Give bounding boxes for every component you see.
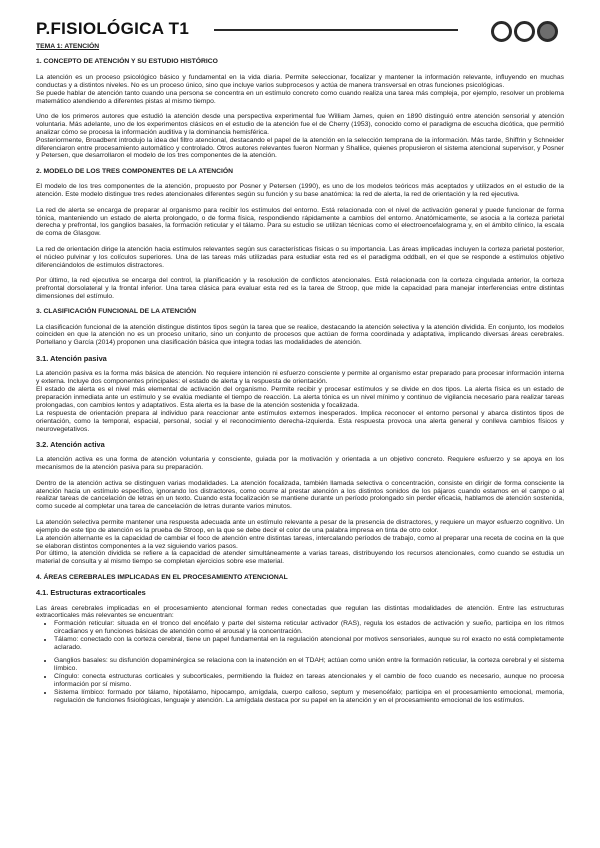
- subsection-heading: 4.1. Estructuras extracorticales: [36, 588, 146, 598]
- paragraph: Por último, la atención dividida se refiere a la capacidad de atender simultáneamente a varias tareas, distribuyendo los recursos atencionales, como cuando se estudia un material de consulta y al mismo tiempo se completan ejercicios sobre ese material.: [36, 550, 564, 566]
- section-heading: 1. CONCEPTO DE ATENCIÓN Y SU ESTUDIO HISTÓRICO: [36, 58, 218, 66]
- section-heading: 4. ÁREAS CEREBRALES IMPLICADAS EN EL PROCESAMIENTO ATENCIONAL: [36, 573, 288, 581]
- list-item: • Cíngulo: conecta estructuras corticales y subcorticales, permitiendo la fluidez en tareas atencionales y el cambio de foco cuando es necesario, aunque no procesa información por sí mismo.: [54, 673, 564, 689]
- section-heading: 2. MODELO DE LOS TRES COMPONENTES DE LA ATENCIÓN: [36, 167, 234, 175]
- paragraph: El estado de alerta es el nivel más elemental de activación del organismo. Permite recibir y procesar estímulos y se divide en dos tipos. La alerta física es un estado de preparación inmediata ante un estímulo y se evalúa mediante el tiempo de reacción. La alerta tónica es un nivel mínimo y continuo de vigilancia necesario para realizar tareas prolongadas, con cambios lentos y adaptativos. Esta alerta es la base de la atención sostenida y focalizada.: [36, 386, 564, 409]
- page-title: P.FISIOLÓGICA T1: [36, 19, 190, 38]
- paragraph: Uno de los primeros autores que estudió la atención desde una perspectiva experimental fue William James, quien en 1890 distinguió entre atención sensorial y atención voluntaria. Más adelante, uno de los experimentos clásicos en el estudio de la atención fue el de Cherry (1953), conocido como el paradigma de escucha dicótica, que permitió analizar cómo se procesa la información auditiva y la dominancia hemisférica.: [36, 112, 564, 136]
- section-heading: 3. CLASIFICACIÓN FUNCIONAL DE LA ATENCIÓN: [36, 308, 197, 316]
- header-rule: [214, 29, 458, 31]
- paragraph: El modelo de los tres componentes de la atención, propuesto por Posner y Petersen (1990), es uno de los modelos teóricos más aceptados y utilizados en el estudio de la atención. Este modelo distingue tres redes atencionales diferentes según su función y su base anatómica: la red de alerta, la red de orientación y la red ejecutiva.: [36, 183, 564, 199]
- subsection-heading: 3.1. Atención pasiva: [36, 353, 107, 363]
- paragraph: La red de orientación dirige la atención hacia estímulos relevantes según sus características físicas o su importancia. Las áreas implicadas incluyen la corteza parietal posterior, el núcleo pulvinar y los colículos superiores. Una de las tareas más utilizadas para estudiar esta red es el paradigma oddball, en el que se responde a estímulos objetivo diferenciándolos de estímulos distractores.: [36, 245, 564, 269]
- subsection-heading: 3.2. Atención activa: [36, 439, 105, 449]
- circle-icon: [514, 21, 535, 42]
- paragraph: Se puede hablar de atención tanto cuando una persona se concentra en un estímulo concreto como cuando realiza una tarea más compleja, por ejemplo, resolver un problema matemático atendiendo a diferentes pistas al mismo tiempo.: [36, 89, 564, 105]
- paragraph: La atención alternante es la capacidad de cambiar el foco de atención entre distintas tareas, intercalando períodos de trabajo, como al preparar una receta de cocina en la que se elaboran distintos componentes a la vez siguiendo varios pasos.: [36, 534, 564, 550]
- page-header: [36, 16, 582, 46]
- list-item: • Formación reticular: situada en el tronco del encéfalo y parte del sistema reticular activador (RAS), regula los estados de activación y sueño, participa en los ritmos circadianos y en funciones básicas de atención como el arousal y la concentración.: [54, 620, 564, 636]
- paragraph: La atención activa es una forma de atención voluntaria y consciente, guiada por la motivación y orientada a un objetivo concreto. Requiere esfuerzo y se apoya en los mecanismos de la atención pasiva para su preparación.: [36, 456, 564, 472]
- document-body: [36, 43, 564, 704]
- paragraph: La red de alerta se encarga de preparar al organismo para recibir los estímulos del entorno. Está relacionada con el nivel de activación general y puede funcionar de forma tónica, manteniendo un estado de alerta prolongado, o de forma física, respondiendo rápidamente a cambios del entorno. Anatómicamente, se asocia a la corteza parietal derecha y prefrontal, los ganglios basales, la formación reticular y el tálamo. Para su estudio se utilizan técnicas como el electroencefalograma y, en el ámbito clínico, la escala de coma de Glasgow.: [36, 206, 564, 238]
- paragraph: Por último, la red ejecutiva se encarga del control, la planificación y la resolución de conflictos atencionales. Está relacionada con la corteza cingulada anterior, la corteza prefrontal dorsolateral y la frontal inferior. Una tarea clásica para evaluar esta red es la tarea de Stroop, que mide la capacidad para manejar interferencias entre distintas dimensiones del estímulo.: [36, 276, 564, 300]
- circle-icon: [491, 21, 512, 42]
- list-item: • Tálamo: conectado con la corteza cerebral, tiene un papel fundamental en la regulación atencional por motivos sensoriales, aunque su rol exacto no está completamente aclarado.: [54, 636, 564, 652]
- filled-circle-icon: [537, 21, 558, 42]
- paragraph: La clasificación funcional de la atención distingue distintos tipos según la tarea que se realice, destacando la atención selectiva y la atención dividida. En conjunto, los modelos coinciden en que la atención no es un proceso unitario, sino un conjunto de procesos que actúan de forma coordinada y adaptativa, implicando diversas áreas cerebrales. Portellano y García (2014) proponen una clasificación básica que integra todas las modalidades de atención.: [36, 323, 564, 347]
- paragraph: Posteriormente, Broadbent introdujo la idea del filtro atencional, destacando el papel de la atención en la selección temprana de la información. Más tarde, Shiffrin y Schneider diferenciaron entre procesamiento automático y controlado. Otros autores relevantes fueron Norman y Shallice, quienes propusieron el sistema atencional supervisor, y Posner y Petersen, que desarrollaron el modelo de los tres componentes de la atención.: [36, 136, 564, 160]
- paragraph: La respuesta de orientación prepara al individuo para reaccionar ante estímulos externos inesperados. Implica reconocer el entorno personal y abarca distintos tipos de orientación, como la temporal, espacial, personal, social y el reconocimiento derecha-izquierda. Esta respuesta provoca una alerta general y conlleva cambios físicos y neurovegetativos.: [36, 409, 564, 433]
- paragraph: La atención selectiva permite mantener una respuesta adecuada ante un estímulo relevante a pesar de la presencia de distractores, y requiere un mayor esfuerzo cognitivo. Un ejemplo de este tipo de atención es la prueba de Stroop, en la que se debe decir el color de una palabra impresa en tinta de otro color.: [36, 518, 564, 534]
- bullet-list: [36, 620, 564, 704]
- list-item: • Sistema límbico: formado por tálamo, hipotálamo, hipocampo, amígdala, cuerpo calloso, septum y mesencéfalo; participa en el procesamiento emocional, memoria, regulación de funciones fisiológicas, lenguaje y atención. La amígdala destaca por su papel en la atención y en el procesamiento emocional de los estímulos.: [54, 689, 564, 705]
- list-item: • Ganglios basales: su disfunción dopaminérgica se relaciona con la inatención en el TDAH; actúan como unión entre la formación reticular, la corteza cerebral y el sistema límbico.: [54, 657, 564, 673]
- paragraph: Dentro de la atención activa se distinguen varias modalidades. La atención focalizada, también llamada selectiva o concentración, consiste en dirigir de forma consciente la atención hacia un estímulo específico, ignorando los distractores, como ocurre al prestar atención a los distintos sonidos de los pájaros cuando estamos en el campo o al realizar tareas de cancelación de letras en un texto. Cuando esta focalización se mantiene durante un período prolongado sin perder eficacia, hablamos de atención sostenida, como sucede al completar una tarea de cancelación de letras durante varios minutos.: [36, 479, 564, 511]
- paragraph: La atención pasiva es la forma más básica de atención. No requiere intención ni esfuerzo consciente y permite al organismo estar preparado para procesar información interna y externa. Incluye dos componentes principales: el estado de alerta y la respuesta de orientación.: [36, 370, 564, 386]
- topic-title: TEMA 1: ATENCIÓN: [36, 43, 100, 50]
- paragraph: Las áreas cerebrales implicadas en el procesamiento atencional forman redes conectadas que regulan las distintas modalidades de atención. Entre las estructuras extracorticales más relevantes se encuentran:: [36, 604, 564, 620]
- paragraph: La atención es un proceso psicológico básico y fundamental en la vida diaria. Permite seleccionar, focalizar y mantener la información relevante, influyendo en muchas conductas y a distintos niveles. No es un proceso único, sino que incluye varios subprocesos y actúa de manera transversal en otras funciones psicológicas.: [36, 73, 564, 89]
